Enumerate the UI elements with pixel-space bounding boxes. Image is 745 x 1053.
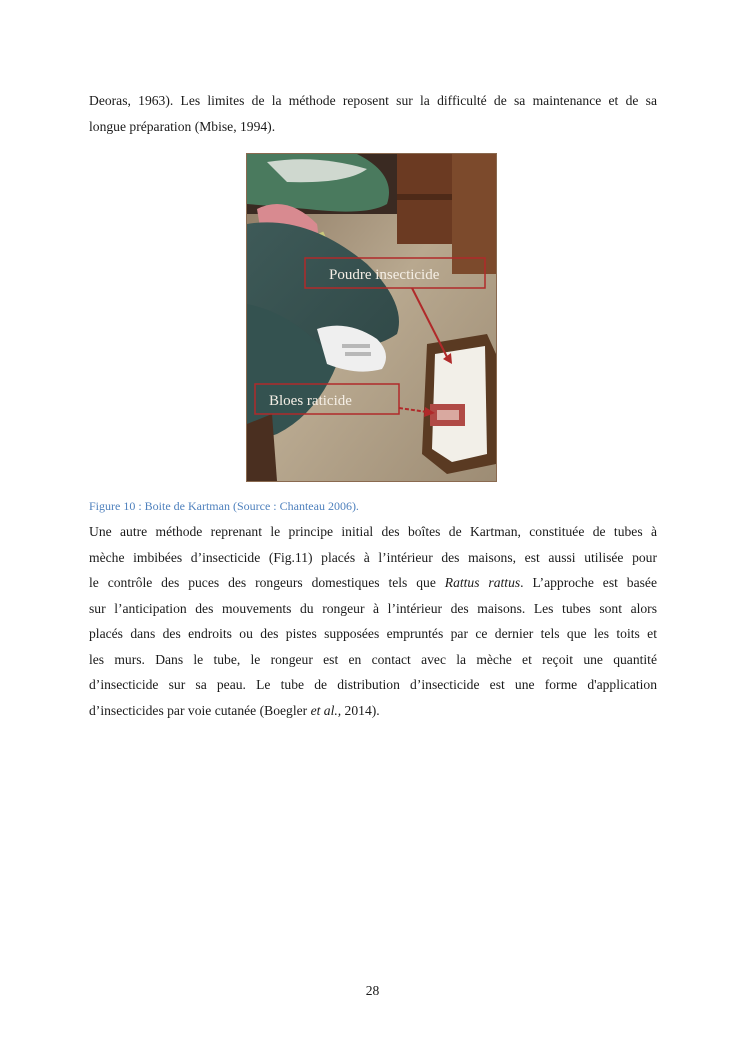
species-name: Rattus rattus bbox=[444, 575, 521, 590]
paragraph-1-line: Deoras, 1963). Les limites de la méthode reposent sur la difficulté de sa maintenance et de sa bbox=[89, 93, 657, 108]
line-text: 2014). bbox=[341, 702, 380, 718]
paragraph-2-line: sur l’anticipation des mouvements du rongeur à l’intérieur des maisons. Les tubes sont alors bbox=[89, 600, 657, 616]
line-text: d’insecticides par voie cutanée (Boegler bbox=[89, 702, 311, 718]
paragraph-2-line bbox=[89, 570, 657, 596]
paragraph-2-line: mèche imbibées d’insecticide (Fig.11) placés à l’intérieur des maisons, est aussi utilisée pour bbox=[89, 549, 657, 565]
paragraph-2-line: Une autre méthode reprenant le principe initial des boîtes de Kartman, constituée de tubes à bbox=[89, 524, 657, 539]
paragraph-2 bbox=[89, 519, 657, 723]
paragraph-2-line: d’insecticide sur sa peau. Le tube de distribution d’insecticide est une forme d'application bbox=[89, 677, 657, 692]
line-text: . L’approche est basée bbox=[520, 575, 657, 590]
line-text: le contrôle des puces des rongeurs domestiques tels que bbox=[89, 575, 445, 590]
paragraph-1-line: longue préparation (Mbise, 1994). bbox=[89, 118, 276, 134]
paragraph-2-line: placés dans des endroits ou des pistes supposées empruntés par ce dernier tels que les toits et bbox=[89, 626, 657, 641]
paragraph-2-line bbox=[89, 698, 657, 724]
kartman-box-photo bbox=[246, 153, 497, 482]
citation-et-al: et al., bbox=[310, 702, 342, 718]
figure-caption: Figure 10 : Boite de Kartman (Source : Chanteau 2006). bbox=[89, 499, 359, 513]
page-number: 28 bbox=[365, 983, 380, 998]
photo-label-insecticide: Poudre insecticide bbox=[329, 267, 440, 283]
photo-label-raticide: Bloes raticide bbox=[269, 393, 352, 409]
paragraph-1 bbox=[89, 88, 657, 139]
paragraph-2-line: les murs. Dans le tube, le rongeur est en contact avec la mèche et reçoit une quantité bbox=[89, 651, 657, 667]
